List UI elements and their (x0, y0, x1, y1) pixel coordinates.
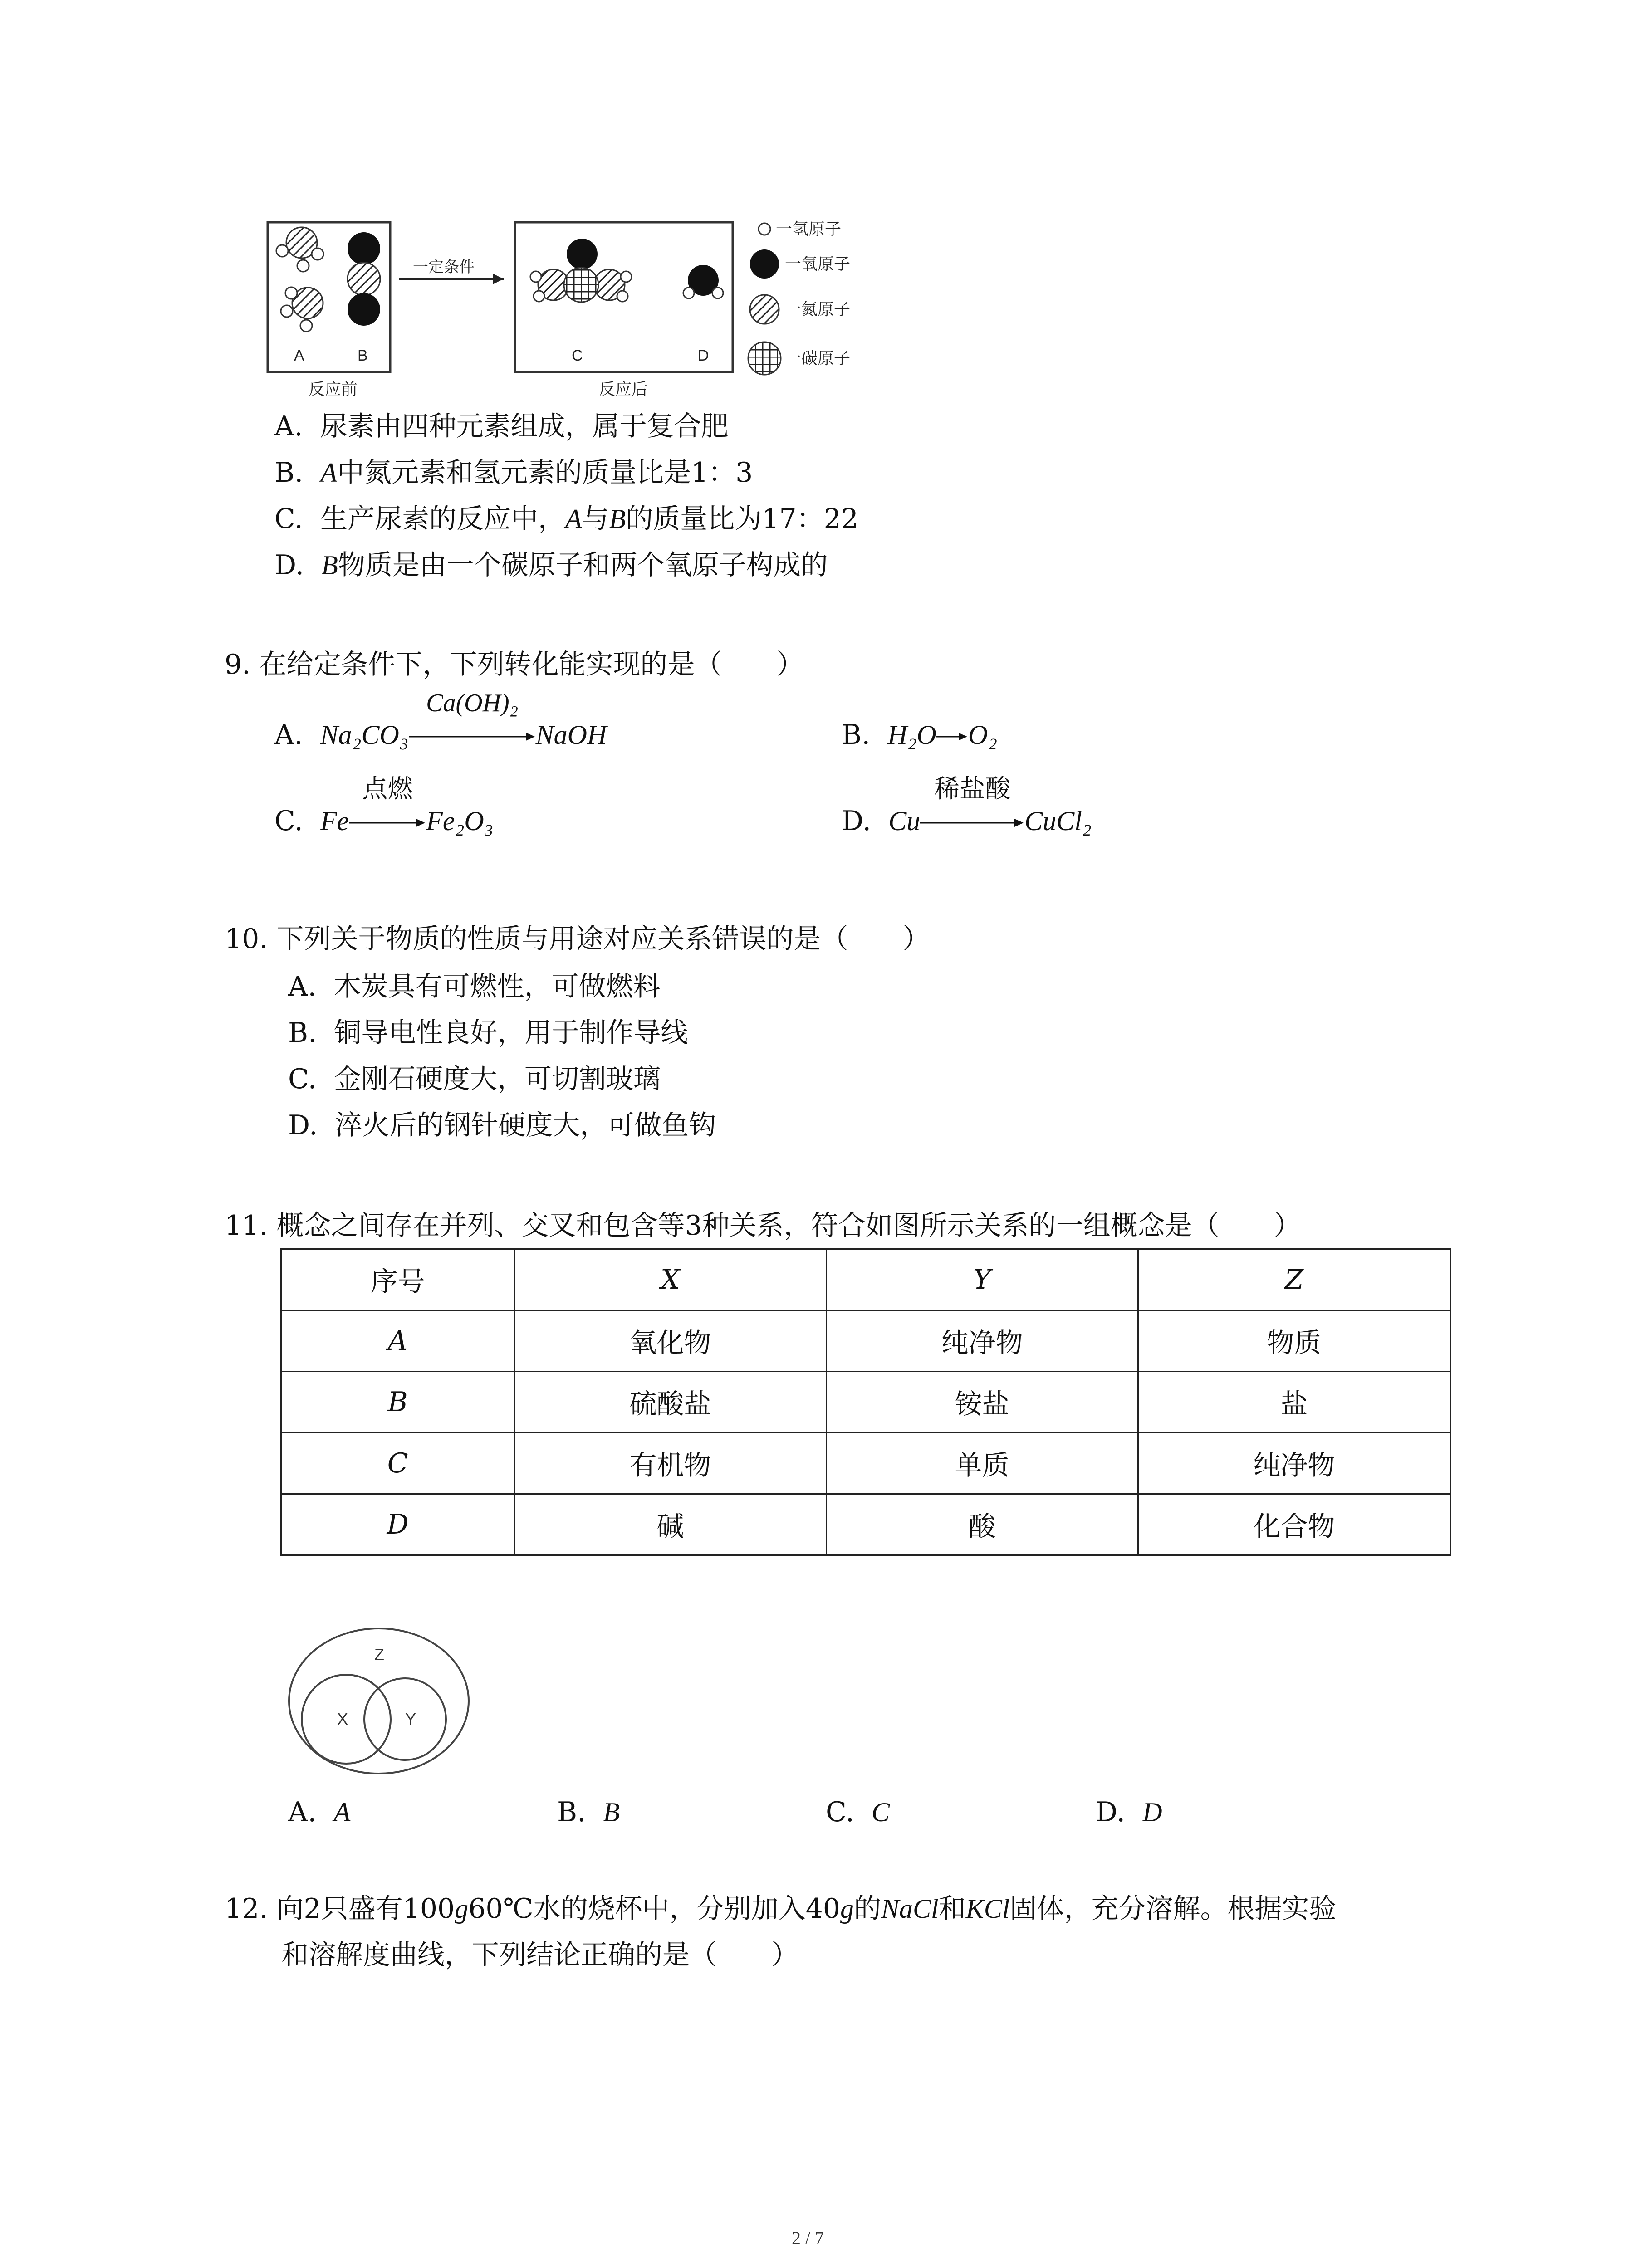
svg-text:一碳原子: 一碳原子 (785, 349, 851, 367)
table-cell: 纯净物 (1138, 1433, 1450, 1494)
hydrogen-atom-icon (759, 223, 770, 235)
label-a: A (294, 347, 304, 364)
reaction-condition: 一定条件 (413, 259, 475, 276)
q9-stem: 9. 在给定条件下，下列转化能实现的是（ ） (225, 649, 804, 680)
molecule-d-icon (683, 265, 723, 298)
table-cell: 铵盐 (826, 1372, 1138, 1433)
table-cell: 酸 (826, 1494, 1138, 1555)
molecule-a-bottom-icon (281, 287, 323, 332)
venn-label-z: Z (374, 1645, 384, 1664)
q11-stem: 11. 概念之间存在并列、交叉和包含等3种关系，符合如图所示关系的一组概念是（ ） (225, 1210, 1301, 1242)
nitrogen-atom-icon (750, 295, 779, 324)
label-b: B (358, 347, 368, 364)
molecule-c-icon (530, 239, 632, 302)
arrow-icon (409, 730, 536, 743)
q8-option-d: D. B物质是由一个碳原子和两个氧原子构成的 (274, 549, 828, 581)
table-cell: 物质 (1138, 1310, 1450, 1372)
table-header-cell: X (514, 1249, 826, 1310)
table-cell: 单质 (826, 1433, 1138, 1494)
q10-option-a: A. 木炭具有可燃性，可做燃料 (288, 971, 661, 1002)
q8-option-c: C. 生产尿素的反应中，A与B的质量比为17：22 (274, 503, 859, 535)
legend (748, 220, 850, 375)
table-header-row (281, 1249, 1450, 1310)
table-cell: 盐 (1138, 1372, 1450, 1433)
table-row (281, 1433, 1450, 1494)
arrow-icon (936, 730, 968, 743)
table-header-cell: Z (1138, 1249, 1450, 1310)
q8-option-b: B. A中氮元素和氢元素的质量比是1：3 (274, 457, 753, 489)
table-cell: C (281, 1433, 514, 1494)
svg-text:一氧原子: 一氧原子 (785, 254, 851, 273)
table-cell: 纯净物 (826, 1310, 1138, 1372)
label-d: D (698, 347, 709, 364)
table-cell: A (281, 1310, 514, 1372)
q9-option-c: C. Fe 点燃 Fe₂O₃ (274, 774, 494, 837)
carbon-atom-icon (748, 342, 781, 375)
oxygen-atom-icon (750, 249, 779, 279)
q10-option-b: B. 铜导电性良好，用于制作导线 (288, 1017, 688, 1049)
arrow-icon (920, 816, 1024, 830)
q8-option-a: A. 尿素由四种元素组成，属于复合肥 (274, 411, 729, 442)
label-c: C (572, 347, 583, 364)
table-cell: 化合物 (1138, 1494, 1450, 1555)
svg-text:一氮原子: 一氮原子 (785, 300, 851, 318)
q11-answer-a: A. A (288, 1796, 351, 1828)
table-cell: 氧化物 (514, 1310, 826, 1372)
table-cell: 碱 (514, 1494, 826, 1555)
table-cell: 有机物 (514, 1433, 826, 1494)
venn-label-x: X (337, 1710, 348, 1728)
table-cell: D (281, 1494, 514, 1555)
q11-answer-d: D. D (1096, 1796, 1162, 1828)
table-cell: B (281, 1372, 514, 1433)
reaction-diagram (254, 204, 916, 413)
q10-stem: 10. 下列关于物质的性质与用途对应关系错误的是（ ） (225, 923, 930, 955)
molecule-a-top-icon (276, 227, 323, 272)
table-header-cell: Y (826, 1249, 1138, 1310)
q11-answer-b: B. B (557, 1796, 620, 1828)
table-cell: 硫酸盐 (514, 1372, 826, 1433)
q12-stem-line2: 和溶解度曲线，下列结论正确的是（ ） (281, 1939, 798, 1971)
venn-diagram (284, 1624, 474, 1778)
page-number: 2 / 7 (792, 2228, 824, 2248)
table-header-cell: 序号 (281, 1249, 514, 1310)
table-row (281, 1372, 1450, 1433)
table-row (281, 1494, 1450, 1555)
molecule-b-icon (348, 232, 380, 326)
q10-option-c: C. 金刚石硬度大，可切割玻璃 (288, 1063, 661, 1095)
q9-option-b: B. H₂O O₂ (842, 719, 998, 751)
q12-stem-line1: 12. 向2只盛有100g60℃水的烧杯中，分别加入40g的NaCl和KCl固体，充分溶解。根据实验 (225, 1893, 1337, 1925)
svg-text:一氢原子: 一氢原子 (776, 220, 842, 238)
after-caption: 反应后 (599, 380, 648, 398)
arrow-icon (349, 816, 426, 830)
q9-option-a: A. Na₂CO₃ Ca(OH)₂ NaOH (274, 689, 607, 751)
table-row (281, 1310, 1450, 1372)
q11-answer-c: C. C (826, 1796, 890, 1828)
q11-table (280, 1248, 1451, 1556)
q9-option-d: D. Cu 稀盐酸 CuCl₂ (842, 774, 1092, 837)
q10-option-d: D. 淬火后的钢针硬度大，可做鱼钩 (288, 1110, 716, 1141)
venn-label-y: Y (405, 1710, 416, 1728)
before-caption: 反应前 (309, 380, 358, 398)
